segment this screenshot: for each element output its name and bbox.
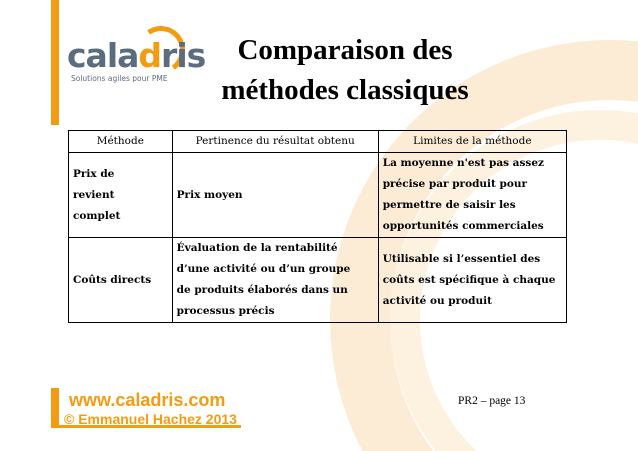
table-row [69,153,567,238]
header-method: Méthode [69,131,173,153]
methods-comparison-table [68,130,567,323]
logo-wordmark: caladris [67,36,206,75]
caladris-logo [63,24,206,94]
method-cell: Coûts directs [69,238,173,323]
logo-tagline: Solutions agiles pour PME [71,74,168,83]
page-number: PR2 – page 13 [458,395,526,407]
relevance-cell: Prix moyen [172,153,378,238]
method-cell: Prix de revient complet [69,153,173,238]
accent-bar-bottom [51,388,59,428]
slide-title-line-2: méthodes classiques [221,74,469,106]
website-link[interactable]: www.caladris.com [69,390,226,410]
limits-cell: La moyenne n'est pas assez précise par produit pour permettre de saisir les opportunités commerciales [378,153,566,238]
accent-bar-top [51,0,59,125]
slide-title [190,30,500,110]
copyright-notice: © Emmanuel Hachez 2013 [64,411,237,427]
slide-title-line-1: Comparaison des [237,34,453,66]
header-relevance: Pertinence du résultat obtenu [172,131,378,153]
table-row [69,238,567,323]
table-header-row [69,131,567,153]
header-limits: Limites de la méthode [378,131,566,153]
relevance-cell: Évaluation de la rentabilité d’une activité ou d’un groupe de produits élaborés dans un processus précis [172,238,378,323]
limits-cell: Utilisable si l’essentiel des coûts est spécifique à chaque activité ou produit [378,238,566,323]
